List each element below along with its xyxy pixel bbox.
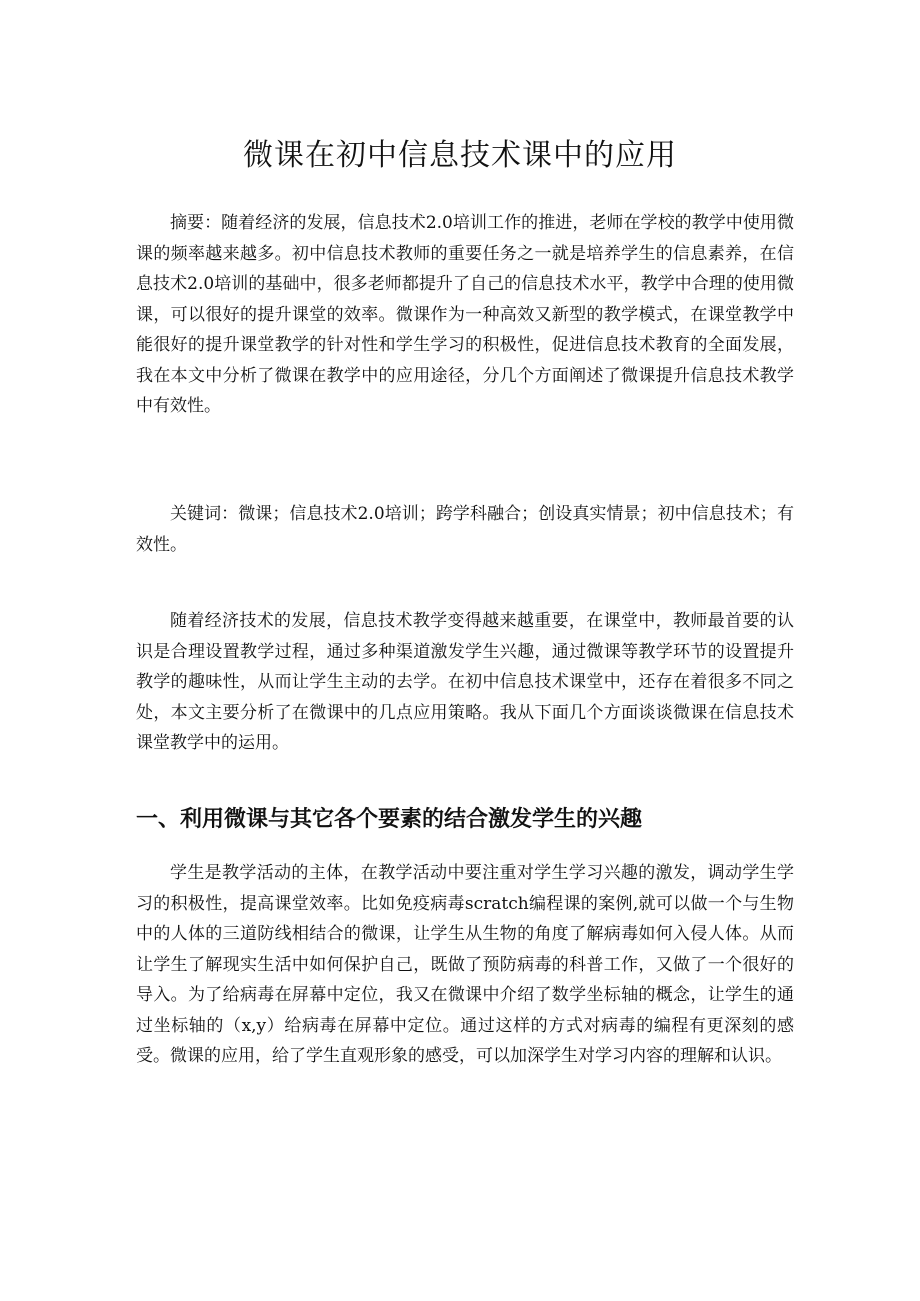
abstract-paragraph: 摘要：随着经济的发展，信息技术2.0培训工作的推进，老师在学校的教学中使用微课的频率越来越多。初中信息技术教师的重要任务之一就是培养学生的信息素养，在信息技术2.0培训的基础中，很多老师都提升了自己的信息技术水平，教学中合理的使用微课，可以很好的提升课堂的效率。微课作为一种高效又新型的教学模式，在课堂教学中能很好的提升课堂教学的针对性和学生学习的积极性，促进信息技术教育的全面发展，我在本文中分析了微课在教学中的应用途径，分几个方面阐述了微课提升信息技术教学中有效性。 <box>136 213 794 416</box>
section-heading: 一、利用微课与其它各个要素的结合激发学生的兴趣 <box>136 807 643 832</box>
section-body-paragraph: 学生是教学活动的主体，在教学活动中要注重对学生学习兴趣的激发，调动学生学习的积极性，提高课堂效率。比如免疫病毒scratch编程课的案例,就可以做一个与生物中的人体的三道防线相结合的微课，让学生从生物的角度了解病毒如何入侵人体。从而让学生了解现实生活中如何保护自己，既做了预防病毒的科普工作，又做了一个很好的导入。为了给病毒在屏幕中定位，我又在微课中介绍了数学坐标轴的概念，让学生的通过坐标轴的（x,y）给病毒在屏幕中定位。通过这样的方式对病毒的编程有更深刻的感受。微课的应用，给了学生直观形象的感受，可以加深学生对学习内容的理解和认识。 <box>136 863 794 1066</box>
introduction-paragraph: 随着经济技术的发展，信息技术教学变得越来越重要，在课堂中，教师最首要的认识是合理设置教学过程，通过多种渠道激发学生兴趣，通过微课等教学环节的设置提升教学的趣味性，从而让学生主动的去学。在初中信息技术课堂中，还存在着很多不同之处，本文主要分析了在微课中的几点应用策略。我从下面几个方面谈谈微课在信息技术课堂教学中的运用。 <box>136 611 794 753</box>
keywords-paragraph: 关键词：微课；信息技术2.0培训；跨学科融合；创设真实情景；初中信息技术；有效性。 <box>136 504 794 555</box>
document-title: 微课在初中信息技术课中的应用 <box>243 138 677 173</box>
